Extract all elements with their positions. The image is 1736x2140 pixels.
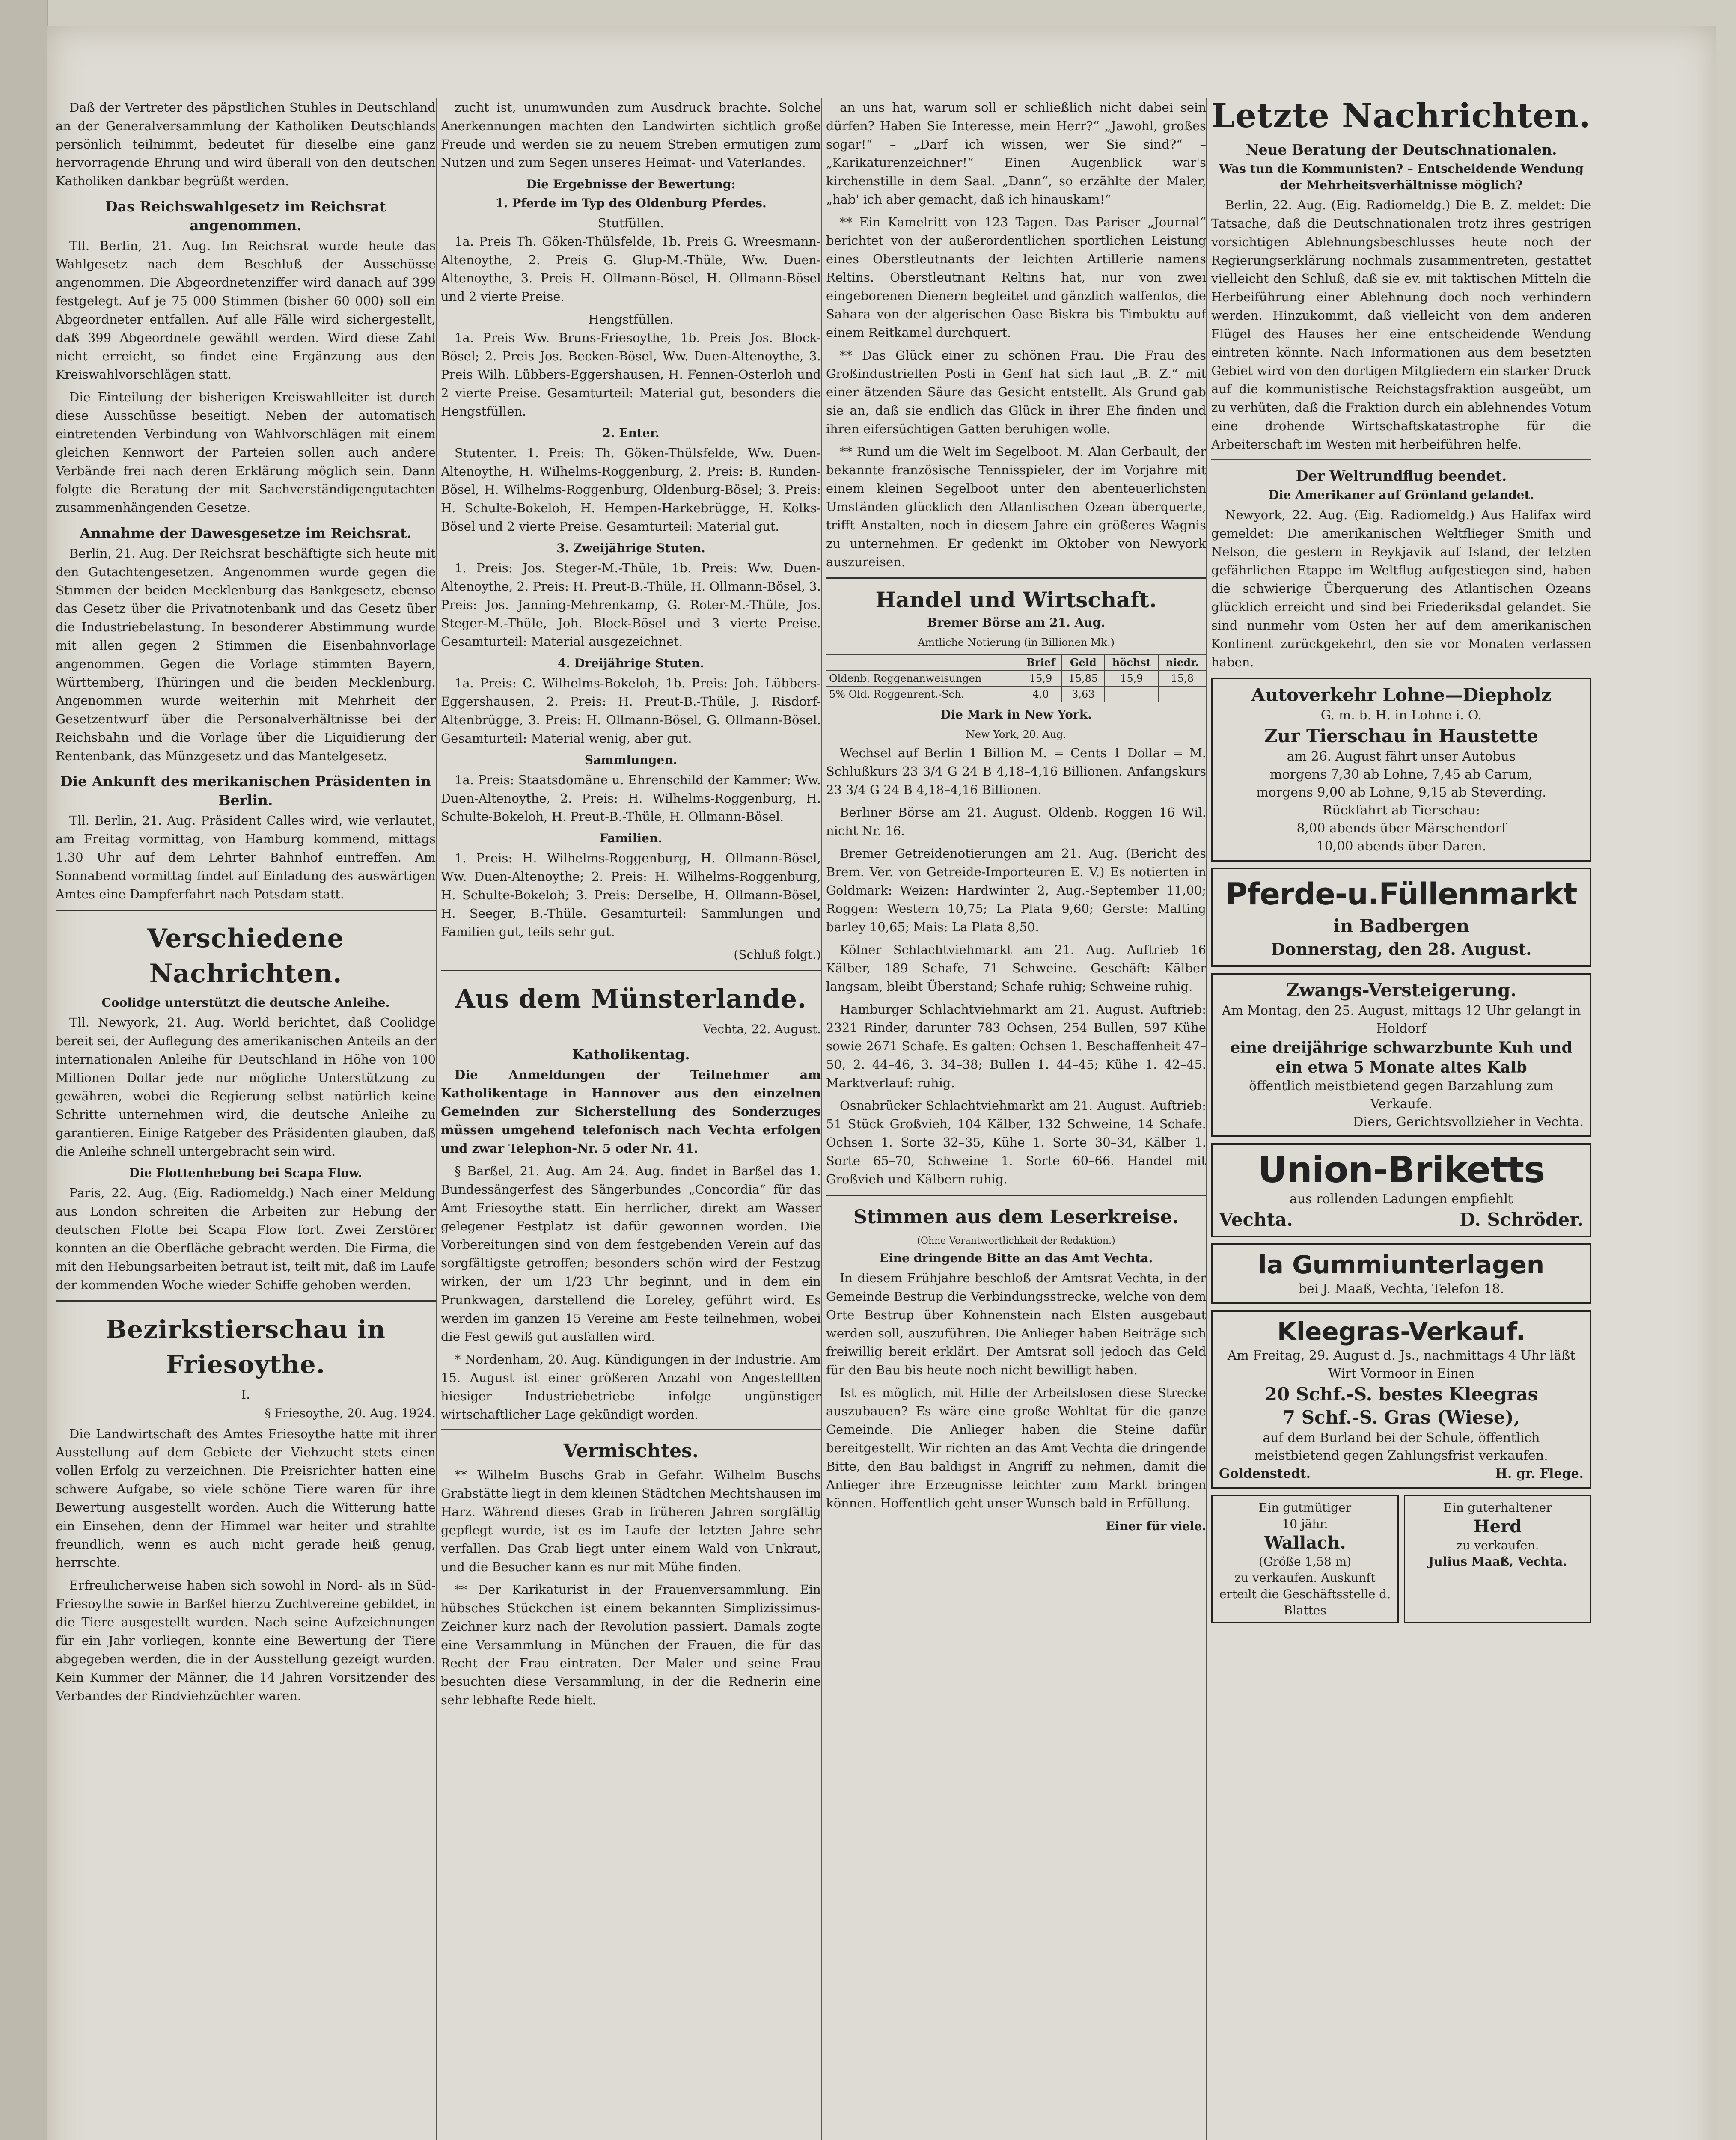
article-title-weltrundflug: Der Weltrundflug beendet. <box>1296 467 1507 484</box>
results-group-title: 4. Dreijährige Stuten. <box>558 656 704 670</box>
ad-title: Kleegras-Verkauf. <box>1277 1317 1525 1346</box>
section-rule <box>826 1195 1206 1196</box>
table-header <box>826 655 1020 671</box>
ad-title: Herd <box>1473 1516 1522 1537</box>
article-paragraph: * Nordenham, 20. Aug. Kündigungen in der Industrie. Am 15. August ist einer größeren Anzahl von Angestellten hiesiger Industriebetriebe infolge ungünstiger wirtschaftlicher Lage gekündigt worden. <box>441 1352 821 1422</box>
ad-title: Pferde-u.Füllenmarkt <box>1225 877 1577 912</box>
table-header: höchst <box>1105 655 1159 671</box>
article-title-katholikentag: Katholikentag. <box>572 1046 690 1063</box>
section-rule <box>441 1429 821 1430</box>
results-group-title: 3. Zweijährige Stuten. <box>556 541 705 555</box>
results-text: 1a. Preis: C. Wilhelms-Bokeloh, 1b. Preis: Joh. Lübbers-Eggershausen, 2. Preis: H. Preut-B.-Thüle, J. Risdorf-Altenbrügge, 3. Preis: H. Ollmann-Bösel, G. Ollmann-Bösel. Gesamturteil: Material wenig, aber gut. <box>441 676 821 746</box>
article-paragraph: Erfreulicherweise haben sich sowohl in Nord- als in Süd-Friesoythe sowie in Barßel hierzu Zuchtvereine gebildet, in die Tiere ausgestellt wurden. Nach seine Aufzeichnungen für ein Jahr vorliegen, konnte eine Bewertung der Tiere abgegeben werden, die in der Ausstellung gezeigt wurden. Kein Kummer der Männer, die 14 Jahren Vorsitzender des Verbandes der Rindviehzüchter waren. <box>56 1578 436 1703</box>
table-header: Brief <box>1020 655 1062 671</box>
dateline: Vechta, 22. August. <box>703 1022 821 1036</box>
ad-herd <box>1404 1495 1591 1623</box>
results-subtitle: Hengstfüllen. <box>588 312 674 327</box>
article-paragraph: an uns hat, warum soll er schließlich nicht dabei sein dürfen? Haben Sie Interesse, mein Herr?“ „Jawohl, großes sogar!“ – „Darf ich wissen, wer Sie sind?“ – „Karikaturenzeichner!“ Einen Augenblick war's kirchenstille in dem Saal. „Dann“, so erzählte der Maler, „hab' ich aber gemacht, daß ich hinauskam!“ <box>826 100 1206 207</box>
ad-line: G. m. b. H. in Lohne i. O. <box>1320 708 1482 723</box>
ad-line: Ein gutmütiger <box>1258 1501 1352 1515</box>
article-paragraph: Wechsel auf Berlin 1 Billion M. = Cents 1 Dollar = M. Schlußkurs 23 3/4 G 24 B 4,18–4,16 Billionen. Anfangskurs 23 3/4 G 24 B 4,18–4,16 Billionen. <box>826 746 1206 797</box>
article-paragraph: Ist es möglich, mit Hilfe der Arbeitslosen diese Strecke auszubauen? Es wäre eine große Wohltat für die ganze Gemeinde. Die Anlieger haben die Steine dafür bereitgestellt. Wir richten an das Amt Vechta die dringende Bitte, den Bau baldigst in Angriff zu nehmen, damit die Anlieger ihre Erzeugnisse leichter zum Markt bringen können. Hoffentlich geht unser Wunsch bald in Erfüllung. <box>826 1385 1206 1510</box>
results-group-title: 2. Enter. <box>602 426 660 440</box>
ad-line: am 26. August fährt unser Autobus <box>1287 749 1516 764</box>
mark-subtitle: New York, 20. Aug. <box>966 728 1067 740</box>
results-subtitle: Stutfüllen. <box>597 216 664 230</box>
ad-line: in Badbergen <box>1333 915 1470 936</box>
section-rule <box>56 1300 436 1302</box>
article-paragraph: ** Ein Kamelritt von 123 Tagen. Das Pariser „Journal“ berichtet von der außerordentlichen sportlichen Leistung eines Oberstleutnants der leichten Artillerie namens Reltins. Oberstleutnant Reltins hat, nur von zwei eingeborenen Dienern begleitet und gänzlich waffenlos, die Sahara von der algerischen Oase Biskra bis Timbuktu auf einem Reitkamel durchquert. <box>826 215 1206 340</box>
section-rule <box>441 970 821 971</box>
section-rule <box>826 577 1206 579</box>
article-paragraph: zucht ist, unumwunden zum Ausdruck brachte. Solche Anerkennungen machten den Landwirten sichtlich große Freude und werden sie zu neuem Streben ermutigen zum Nutzen und zum Segen unseres Heimat- und Vaterlandes. <box>441 100 821 170</box>
ad-line: 20 Schf.-S. bestes Kleegras <box>1264 1384 1538 1405</box>
results-text: 1. Preis: H. Wilhelms-Roggenburg, H. Ollmann-Bösel, Ww. Duen-Altenoythe; 2. Preis: H. Wilhelms-Roggenburg, H. Schulte-Bokeloh; 3. Preis: Derselbe, H. Ollmann-Bösel, H. Seeger, B.-Thüle. Gesamturteil: Sammlungen und Familien gut, teils sehr gut. <box>441 851 821 939</box>
article-paragraph: ** Wilhelm Buschs Grab in Gefahr. Wilhelm Buschs Grabstätte liegt in dem kleinen Städtchen Mechtshausen im Harz. Während dieses Grab in früheren Jahren sorgfältig gepflegt wurde, ist es im Laufe der letzten Jahre sehr verfallen. Das Grab liegt unter einem Wald von Unkraut, und die Besucher kann es nur mit Mühe finden. <box>441 1468 821 1574</box>
letter-signature: Einer für viele. <box>1106 1519 1206 1533</box>
mark-title: Die Mark in New York. <box>940 707 1092 722</box>
article-title-praesident: Die Ankunft des merikanischen Präsidenten in Berlin. <box>60 773 431 808</box>
article-subtitle: Was tun die Kommunisten? – Entscheidende Wendung der Mehrheitsverhältnisse möglich? <box>1219 162 1584 192</box>
column-divider <box>821 98 822 2140</box>
article-paragraph: In diesem Frühjahre beschloß der Amtsrat Vechta, in der Gemeinde Bestrup die Verbindungsstrecke, welche von dem Orte Bestrup über Kohnenstein nach Elsten ausgebaut werden soll, auszuführen. Die Anlieger haben Beiträge sich freiwillig bereit erklärt. Der Amtsrat soll jedoch das Geld für den Bau bis heute noch nicht bewilligt haben. <box>826 1271 1206 1377</box>
column-4 <box>1211 98 1591 2140</box>
column-divider <box>1206 98 1207 2140</box>
ad-zwangsversteigerung <box>1211 973 1591 1137</box>
article-paragraph: Die Einteilung der bisherigen Kreiswahlleiter ist durch diese Ausschüsse beseitigt. Neben der automatisch eintretenden Verbindung von Wahlvorschlägen mit einem gleichen Kennwort der Parteien sollen auch andere Verbände frei nach deren Erklärung möglich sein. Dann folgte die Beratung der mit Sachverständigengutachten zusammenhängenden Gesetze. <box>56 390 436 515</box>
article-paragraph: Berlin, 22. Aug. (Eig. Radiomeldg.) Die B. Z. meldet: Die Tatsache, daß die Deutschnationalen trotz ihres gestrigen vorsichtigen Ablehnungsbeschlusses heute noch der Regierungserklärung nochmals zusammentreten, gestattet vielleicht den Schluß, daß sie ev. mit taktischen Mitteln die Herbeiführung einer Ablehnung doch noch verhindern werden. Hinzukommt, daß vielleicht von dem anderen Flügel des Hauses her eine entscheidende Wendung eintreten könnte. Nach Informationen aus dem besetzten Gebiet wird von den dortigen Mitgliedern ein starker Druck auf die kommunistische Reichstagsfraktion ausgeübt, um zu verhüten, daß die Fraktion durch ein ablehnendes Votum eine drohende Wirtschaftskatastrophe für die Arbeiterschaft im Westen mit herbeiführen helfe. <box>1211 198 1591 452</box>
ad-line: 10 jähr. <box>1282 1517 1328 1531</box>
intro-paragraph: Daß der Vertreter des päpstlichen Stuhles in Deutschland an der Generalversammlung der Katholiken Deutschlands persönlich teilnimmt, bedeutet für dieselbe eine ganz hervorragende Ehrung und wird überall von den deutschen Katholiken dankbar begrüßt werden. <box>56 100 436 188</box>
article-title-deutschnationale: Neue Beratung der Deutschnationalen. <box>1246 141 1557 158</box>
ad-line: auf dem Burland bei der Schule, öffentlich meistbietend gegen Zahlungsfrist verkaufen. <box>1254 1430 1548 1463</box>
article-paragraph: Bremer Getreidenotierungen am 21. Aug. (Bericht des Brem. Ver. von Getreide-Importeuren E. V.) Es notierten in Goldmark: Weizen: Hardwinter 2, Aug.-September 11,00; Roggen: Western 10,75; La Plata 9,60; Gerste: Malting barley 10,65; Mais: La Plata 8,50. <box>826 846 1206 934</box>
article-paragraph: Die Landwirtschaft des Amtes Friesoythe hatte mit ihrer Ausstellung auf dem Gebiete der Viehzucht stets einen vollen Erfolg zu verzeichnen. Die Preisrichter hatten eine schwere Aufgabe, so viele schöne Tiere waren für ihre Bewertung ausgestellt worden. Auch die Witterung hatte ein Einsehen, denn der Himmel war heiter und strahlte freundlich, wenn es auch nicht gerade heiß genug, herrschte. <box>56 1427 436 1570</box>
ad-title: Wallach. <box>1264 1533 1346 1553</box>
ad-title: Union-Briketts <box>1257 1149 1545 1191</box>
ad-line: Zur Tierschau in Haustette <box>1264 725 1538 746</box>
article-title-dawesgesetze: Annahme der Dawesgesetze im Reichsrat. <box>80 525 412 541</box>
article-paragraph: ** Das Glück einer zu schönen Frau. Die Frau des Großindustriellen Posti in Genf hat sich laut „B. Z.“ mit einer ätzenden Säure das Gesicht entstellt. Als Grund gab sie an, daß sie endlich das Glück in ihrer Ehe finden und ihren eifersüchtigen Gatten beruhigen wolle. <box>826 348 1206 436</box>
ad-line: bei J. Maaß, Vechta, Telefon 18. <box>1298 1281 1504 1296</box>
section-title-verschiedene: Verschiedene Nachrichten. <box>147 924 344 989</box>
section-title-vermischtes: Vermischtes. <box>563 1440 699 1462</box>
ad-line: 10,00 abends über Daren. <box>1316 839 1486 854</box>
article-title-scapa-flow: Die Flottenhebung bei Scapa Flow. <box>129 1166 363 1180</box>
section-title-muensterlande: Aus dem Münsterlande. <box>455 984 807 1014</box>
ad-gummiunterlagen <box>1211 1243 1591 1304</box>
section-title-bezirkstierschau: Bezirkstierschau in Friesoythe. <box>106 1315 386 1379</box>
ad-line: morgens 9,00 ab Lohne, 9,15 ab Steverding. <box>1256 785 1546 800</box>
ad-pferdemarkt <box>1211 868 1591 967</box>
ad-seller: D. Schröder. <box>1460 1209 1584 1230</box>
article-paragraph: Osnabrücker Schlachtviehmarkt am 21. August. Auftrieb: 51 Stück Großvieh, 104 Kälber, 132 Schweine, 14 Schafe. Ochsen 1. Sorte 32–35, Kühe 1. Sorte 30–34, Kälber 1. Sorte 65–70, Schweine 1. Sorte 60–66. Handel mit Großvieh und Kälbern ruhig. <box>826 1098 1206 1186</box>
ad-title: la Gummiunterlagen <box>1258 1250 1545 1279</box>
table-row <box>826 687 1206 702</box>
ad-line: aus rollenden Ladungen empfiehlt <box>1289 1192 1513 1207</box>
section-rule <box>56 910 436 911</box>
results-text: 1a. Preis: Staatsdomäne u. Ehrenschild der Kammer: Ww. Duen-Altenoythe, 2. Preis: H. Wilhelms-Roggenburg, H. Schulte-Bokeloh, H. Preut-B.-Thüle, H. Ollmann-Bösel. <box>441 773 821 824</box>
table-cell: 15,9 <box>1105 671 1159 687</box>
article-title-coolidge: Coolidge unterstützt die deutsche Anleihe. <box>101 996 390 1010</box>
table-header: Geld <box>1062 655 1105 671</box>
dateline: § Friesoythe, 20. Aug. 1924. <box>265 1406 436 1420</box>
ad-line: 8,00 abends über Märschendorf <box>1296 821 1506 836</box>
table-cell: Oldenb. Roggenanweisungen <box>826 671 1020 687</box>
ad-line: Julius Maaß, Vechta. <box>1428 1554 1567 1569</box>
ad-union-briketts <box>1211 1143 1591 1237</box>
binding-strip <box>0 0 48 2140</box>
results-group-title: Sammlungen. <box>584 753 678 767</box>
results-group-title: 1. Pferde im Typ des Oldenburg Pferdes. <box>495 196 767 210</box>
article-paragraph: ** Der Karikaturist in der Frauenversammlung. Ein hübsches Stückchen ist einem bekannten Simplizissimus-Zeichner kurz nach der Revolution passiert. Damals zogte eine Versammlung in München der Frauen, die für das Recht der Frau eintraten. Der Maler und seine Frau besuchten diese Versammlung, in der die Rednerin eine sehr lebhafte Rede hielt. <box>441 1582 821 1707</box>
table-cell: 15,8 <box>1159 671 1206 687</box>
disclaimer: (Ohne Verantwortlichkeit der Redaktion.) <box>917 1236 1115 1246</box>
column-divider <box>436 98 437 2140</box>
ad-seller: H. gr. Flege. <box>1495 1466 1584 1481</box>
ad-line: Ein guterhaltener <box>1443 1501 1552 1515</box>
ad-title: Zwangs-Versteigerung. <box>1286 980 1517 1001</box>
results-text: Stutenter. 1. Preis: Th. Göken-Thülsfelde, Ww. Duen-Altenoythe, H. Wilhelms-Roggenburg, 2. Preis: B. Runden-Bösel, H. Wilhelms-Roggenburg, Oldenburg-Bösel; 3. Preis: H. Schulte-Bokeloh, H. Hempen-Harkebrügge, H. Kolks-Bösel und 2 vierte Preise. Gesamturteil: Material gut. <box>441 446 821 534</box>
results-text: 1. Preis: Jos. Steger-M.-Thüle, 1b. Preis: Ww. Duen-Altenoythe, 2. Preis: H. Preut-B.-Thüle, H. Ollmann-Bösel, 3. Preis: Jos. Janning-Mehrenkamp, G. Roter-M.-Thüle, Jos. Steger-M.-Thüle, Joh. Block-Bösel und 3 vierte Preise. Gesamturteil: Material ausgezeichnet. <box>441 561 821 649</box>
ad-line: (Größe 1,58 m) <box>1258 1554 1352 1569</box>
article-paragraph: Die Anmeldungen der Teilnehmer am Katholikentage in Hannover aus den einzelnen Gemeinden zur Sicherstellung des Sonderzuges müssen umgehend telefonisch nach Vechta erfolgen und zwar Telephon-Nr. 5 oder Nr. 41. <box>441 1067 821 1156</box>
results-title: Die Ergebnisse der Bewertung: <box>526 177 736 191</box>
ad-line: Diers, Gerichtsvollzieher in Vechta. <box>1353 1115 1584 1129</box>
table-cell: 4,0 <box>1020 687 1062 702</box>
article-paragraph: Tll. Berlin, 21. Aug. Im Reichsrat wurde heute das Wahlgesetz nach dem Beschluß der Ausschüsse angenommen. Die Abgeordnetenziffer wird danach auf 399 festgelegt. Auf je 75 000 Stimmen (bisher 60 000) soll ein Abgeordneter entfallen. Auf alle Fälle wird sichergestellt, daß 399 Abgeordnete gewählt werden. Wird diese Zahl nicht erreicht, so findet eine Ergänzung aus den Kreiswahlvorschlägen statt. <box>56 238 436 382</box>
ad-location: Goldenstedt. <box>1219 1466 1311 1481</box>
article-paragraph: Paris, 22. Aug. (Eig. Radiomeldg.) Nach einer Meldung aus London schreiten die Arbeiten zur Hebung der deutschen Flotte bei Scapa Flow fort. Zwei Zerstörer konnten an die Oberfläche gebracht werden. Die Firma, die mit den Hebungsarbeiten betraut ist, teilt mit, daß im Laufe der kommenden Woche wieder Schiffe gehoben werden. <box>56 1186 436 1292</box>
ad-footer <box>1219 1465 1584 1483</box>
ad-autoverkehr <box>1211 678 1591 862</box>
table-cell <box>1159 687 1206 702</box>
ad-line: zu verkaufen. Auskunft erteilt die Geschäftsstelle d. Blattes <box>1219 1571 1391 1617</box>
article-subtitle: Die Amerikaner auf Grönland gelandet. <box>1268 488 1534 502</box>
ad-location: Vechta. <box>1219 1209 1293 1230</box>
ad-kleegras <box>1211 1310 1591 1489</box>
ad-line: Am Montag, den 25. August, mittags 12 Uhr gelangt in Holdorf <box>1222 1003 1581 1036</box>
ad-line: eine dreijährige schwarzbunte Kuh und ein etwa 5 Monate altes Kalb <box>1230 1039 1573 1076</box>
article-paragraph: Tll. Berlin, 21. Aug. Präsident Calles wird, wie verlautet, am Freitag vormittag, von Hamburg kommend, mittags 1.30 Uhr auf dem Lehrter Bahnhof eintreffen. Am Sonnabend vormittag findet auf Einladung des auswärtigen Amtes eine Dampferfahrt nach Potsdam statt. <box>56 813 436 901</box>
bourse-subtitle: Amtliche Notierung (in Billionen Mk.) <box>918 636 1115 648</box>
ad-line: morgens 7,30 ab Lohne, 7,45 ab Carum, <box>1270 767 1533 782</box>
article-paragraph: Berliner Börse am 21. August. Oldenb. Roggen 16 Wil. nicht Nr. 16. <box>826 805 1206 838</box>
bourse-title: Bremer Börse am 21. Aug. <box>927 615 1105 630</box>
ad-line: zu verkaufen. <box>1456 1538 1539 1552</box>
ad-line: 7 Schf.-S. Gras (Wiese), <box>1282 1407 1520 1428</box>
section-title-handel: Handel und Wirtschaft. <box>875 587 1157 612</box>
article-paragraph: § Barßel, 21. Aug. Am 24. Aug. findet in Barßel das 1. Bundessängerfest des Sängerbundes „Concordia“ für das Amt Friesoythe statt. Ein herrlicher, direkt am Wasser gelegener Festplatz ist dafür gewonnen worden. Die Vorbereitungen sind von dem festgebenden Verein auf das sorgfältigste getroffen; besonders schön wird der Festzug wirken, der um 1/23 Uhr beginnt, und in dem ein Prunkwagen, darstellend die Loreley, geführt wird. Es werden im ganzen 15 Vereine am Feste teilnehmen, wobei die Fest gewiß gut ausfallen wird. <box>441 1164 821 1344</box>
section-title-letzte-nachrichten: Letzte Nachrichten. <box>1211 98 1591 135</box>
column-3 <box>826 98 1206 2140</box>
section-rule <box>1211 459 1591 460</box>
ad-title: Autoverkehr Lohne—Diepholz <box>1251 684 1552 705</box>
section-number: I. <box>241 1387 250 1402</box>
results-group-title: Familien. <box>600 831 662 845</box>
article-paragraph: Hamburger Schlachtviehmarkt am 21. August. Auftrieb: 2321 Rinder, darunter 783 Ochsen, 254 Bullen, 597 Kühe sowie 2671 Schafe. Es galten: Ochsen 1. Beschaffenheit 47–50, 2. 44–46, 3. 34–38; Bullen 1. 44–45; Kühe 1. 42–45. Marktverlauf: ruhig. <box>826 1002 1206 1090</box>
article-paragraph: Berlin, 21. Aug. Der Reichsrat beschäftigte sich heute mit den Gutachtengesetzen. Angenommen wurde gegen die Stimmen der beiden Mecklenburg das Bankgesetz, ebenso das Gesetz über die Privatnotenbank und das Gesetz über die Industriebelastung. In besonderer Abstimmung wurde mit allen gegen 2 Stimmen die Eisenbahnvorlage angenommen. Gegen die Vorlage stimmten Bayern, Württemberg, Thüringen und die beiden Mecklenburg. Angenommen wurde weiterhin mit Mehrheit der Gesetzentwurf über die Personalverhältnisse bei der Reichsbahn und die Vorlage über die Liquidierung der Rentenbank, das Münzgesetz und das Mantelgesetz. <box>56 546 436 763</box>
article-paragraph: Tll. Newyork, 21. Aug. World berichtet, daß Coolidge bereit sei, der Auflegung des amerikanischen Anteils an der internationalen Anleihe für Deutschland in Höhe von 100 Millionen Dollar jede nur mögliche Unterstützung zu gewähren, wobei die Regierung selbst natürlich keine Schritte unternehmen wird, die deutsche Anleihe zu garantieren. Einige Ratgeber des Präsidenten glauben, daß die Anleihe schnell untergebracht sein wird. <box>56 1015 436 1159</box>
table-header-row <box>826 655 1206 671</box>
bourse-table <box>826 654 1206 702</box>
table-cell: 15,9 <box>1020 671 1062 687</box>
section-title-leserkreise: Stimmen aus dem Leserkreise. <box>853 1206 1179 1228</box>
column-1 <box>56 98 436 2140</box>
results-text: 1a. Preis Ww. Bruns-Friesoythe, 1b. Preis Jos. Block-Bösel; 2. Preis Jos. Becken-Bösel, Ww. Duen-Altenoythe, 3. Preis Wilh. Lübbers-Eggershausen, H. Fennen-Osterloh und 2 vierte Preise. Gesamturteil: Material gut, besonders die Hengstfüllen. <box>441 330 821 419</box>
small-ads-row <box>1211 1495 1591 1623</box>
table-cell <box>1105 687 1159 702</box>
ad-line: Rückfahrt ab Tierschau: <box>1322 803 1480 818</box>
results-text: 1a. Preis Th. Göken-Thülsfelde, 1b. Preis G. Wreesmann-Altenoythe, 2. Preis G. Glup-M.-Thüle, Ww. Duen-Altenoythe, 3. Preis H. Ollmann-Bösel, H. Ollmann-Bösel und 2 vierte Preise. <box>441 234 821 304</box>
ad-line: Donnerstag, den 28. August. <box>1271 939 1532 959</box>
ad-line: öffentlich meistbietend gegen Barzahlung zum Verkaufe. <box>1249 1079 1554 1112</box>
article-paragraph: Newyork, 22. Aug. (Eig. Radiomeldg.) Aus Halifax wird gemeldet: Die amerikanischen Weltflieger Smith und Nelson, die gestern in Reykjavik auf Island, der letzten gefährlichen Etappe im Weltflug aufgestiegen sind, haben die schwierige Überquerung des Atlantischen Ozeans glücklich erreicht und sind bei Friederiksdal gelandet. Sie sind nunmehr vom Osten her auf dem amerikanischen Kontinent zurückgekehrt, den sie vor Monaten verlassen haben. <box>1211 508 1591 669</box>
article-paragraph: Kölner Schlachtviehmarkt am 21. Aug. Auftrieb 16 Kälber, 189 Schafe, 71 Schweine. Geschäft: Kälber langsam, bleibt Überstand; Schafe ruhig; Schweine ruhig. <box>826 942 1206 994</box>
table-cell: 5% Old. Roggenrent.-Sch. <box>826 687 1020 702</box>
table-header: niedr. <box>1159 655 1206 671</box>
article-paragraph: ** Rund um die Welt im Segelboot. M. Alan Gerbault, der bekannte französische Tennisspieler, der im Vorjahre mit einem kleinen Segelboot unter den abenteuerlichsten Umständen glücklich den Atlantischen Ozean überquerte, trifft Anstalten, noch in diesem Jahre ein größeres Wagnis zu unternehmen. Er gedenkt im Oktober von Newyork auszureisen. <box>826 444 1206 569</box>
continuation-note: (Schluß folgt.) <box>734 948 821 962</box>
article-title-bitte: Eine dringende Bitte an das Amt Vechta. <box>879 1251 1153 1265</box>
ad-footer <box>1219 1208 1584 1231</box>
table-cell: 15,85 <box>1062 671 1105 687</box>
ad-line: Am Freitag, 29. August d. Js., nachmittags 4 Uhr läßt Wirt Vormoor in Einen <box>1227 1348 1575 1381</box>
ad-wallach <box>1211 1495 1399 1623</box>
column-2 <box>441 98 821 2140</box>
table-row <box>826 671 1206 687</box>
article-title-reichswahlgesetz: Das Reichswahlgesetz im Reichsrat angenommen. <box>105 198 386 234</box>
table-cell: 3,63 <box>1062 687 1105 702</box>
